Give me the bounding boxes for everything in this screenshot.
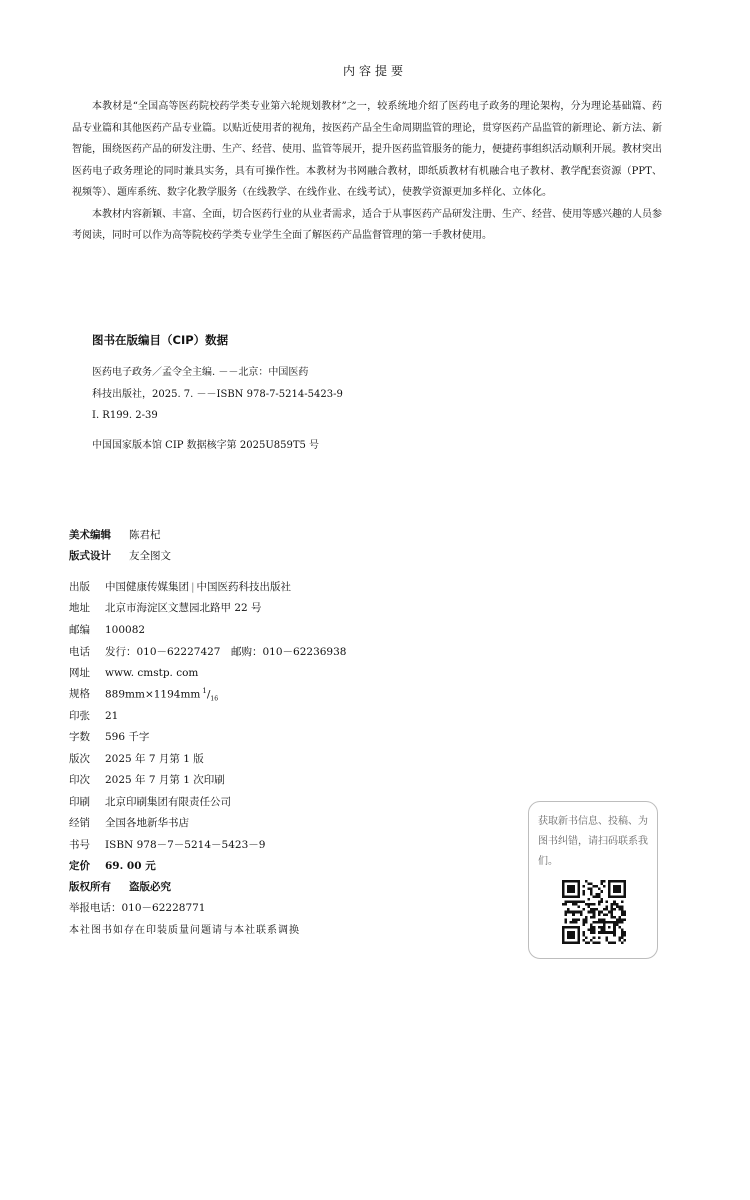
address-row [69, 600, 262, 615]
cip-record-number: 中国国家版本馆 CIP 数据核字第 2025U859T5 号 [92, 440, 320, 451]
distributor-value: 全国各地新华书店 [105, 817, 189, 829]
art-editor-value: 陈君杞 [129, 529, 161, 541]
format-value [105, 687, 218, 703]
cip-heading: 图书在版编目（CIP）数据 [92, 333, 229, 347]
phone-label: 电话 [69, 646, 90, 658]
sheets-value: 21 [105, 710, 119, 722]
publisher-row [69, 579, 291, 594]
summary-title: 内容提要 [342, 64, 407, 78]
report-phone-row [69, 900, 206, 915]
art-editor-row [69, 527, 161, 542]
qr-code-icon [562, 880, 626, 944]
cip-line-1: 医药电子政务／孟令全主编. －－北京：中国医药 [92, 367, 309, 378]
format-size: 889mm×1194mm [105, 688, 201, 700]
address-label: 地址 [69, 602, 90, 614]
edition-label: 版次 [69, 753, 90, 765]
distributor-row [69, 815, 189, 830]
postcode-label: 邮编 [69, 624, 90, 636]
rights-row [69, 879, 171, 894]
quality-notice: 本社图书如存在印装质量问题请与本社联系调换 [69, 925, 300, 936]
publisher-group: 中国健康传媒集团 [105, 581, 189, 593]
art-editor-label: 美术编辑 [69, 529, 111, 541]
printer-row [69, 794, 231, 809]
publisher-separator: | [191, 581, 195, 593]
website-value: www. cmstp. com [105, 667, 199, 679]
edition-row [69, 751, 204, 766]
edition-value: 2025 年 7 月第 1 版 [105, 753, 204, 765]
word-count-row [69, 729, 149, 744]
isbn-value: ISBN 978－7－5214－5423－9 [105, 839, 266, 851]
phone-value: 发行：010－62227427 邮购：010－62236938 [105, 646, 347, 658]
isbn-label: 书号 [69, 839, 90, 851]
rights-value: 盗版必究 [129, 881, 171, 893]
summary-body [72, 96, 662, 247]
price-row [69, 858, 156, 873]
postcode-value: 100082 [105, 624, 146, 636]
report-phone-value: 010－62228771 [121, 902, 206, 914]
qr-card-text: 获取新书信息、投稿、为图书纠错，请扫码联系我们。 [538, 816, 648, 867]
report-phone-label: 举报电话： [69, 902, 122, 914]
price-label: 定价 [69, 860, 90, 872]
cip-classification: Ⅰ. R199. 2-39 [92, 410, 158, 421]
layout-design-value: 友全图文 [129, 550, 171, 562]
rights-label: 版权所有 [69, 881, 111, 893]
publisher-name: 中国医药科技出版社 [196, 581, 292, 593]
word-count-label: 字数 [69, 731, 90, 743]
layout-design-row [69, 548, 171, 563]
website-label: 网址 [69, 667, 90, 679]
word-count-value: 596 千字 [105, 731, 150, 743]
printing-row [69, 772, 225, 787]
printer-label: 印刷 [69, 796, 90, 808]
sheets-label: 印张 [69, 710, 90, 722]
format-denominator: 16 [210, 695, 219, 703]
format-fraction-slash: / [206, 688, 211, 700]
postcode-row [69, 622, 145, 637]
cip-line-2: 科技出版社，2025. 7. －－ISBN 978-7-5214-5423-9 [92, 389, 343, 400]
printing-label: 印次 [69, 774, 90, 786]
format-row [69, 686, 218, 702]
sheets-row [69, 708, 118, 723]
website-row [69, 665, 198, 680]
summary-paragraph-1: 本教材是“全国高等医药院校药学类专业第六轮规划教材”之一，较系统地介绍了医药电子政务的理论架构，分为理论基础篇、药品专业篇和其他医药产品专业篇。以贴近使用者的视角，按医药产品全生命周期监管的理论，贯穿医药产品监管的新理论、新方法、新智能，围绕医药产品的研发注册、生产、经营、使用、监管等展开，提升医药监管服务的能力，便捷药事组织活动顺利开展。教材突出医药电子政务理论的同时兼具实务，具有可操作性。本教材为书网融合教材，即纸质教材有机融合电子教材、教学配套资源（PPT、视频等）、题库系统、数字化教学服务（在线教学、在线作业、在线考试），使教学资源更加多样化、立体化。 [72, 101, 662, 198]
printer-value: 北京印刷集团有限责任公司 [105, 796, 231, 808]
format-label: 规格 [69, 688, 90, 700]
format-numerator: 1 [202, 686, 207, 695]
layout-design-label: 版式设计 [69, 550, 111, 562]
publisher-label: 出版 [69, 581, 90, 593]
price-value: 69. 00 元 [105, 860, 156, 872]
summary-paragraph-2: 本教材内容新颖、丰富、全面，切合医药行业的从业者需求，适合于从事医药产品研发注册、生产、经营、使用等感兴趣的人员参考阅读，同时可以作为高等院校药学类专业学生全面了解医药产品监督管理的第一手教材使用。 [72, 208, 662, 241]
printing-value: 2025 年 7 月第 1 次印刷 [105, 774, 225, 786]
address-value: 北京市海淀区文慧园北路甲 22 号 [105, 602, 262, 614]
isbn-row [69, 837, 265, 852]
publisher-value [105, 579, 291, 594]
phone-row [69, 644, 346, 659]
distributor-label: 经销 [69, 817, 90, 829]
